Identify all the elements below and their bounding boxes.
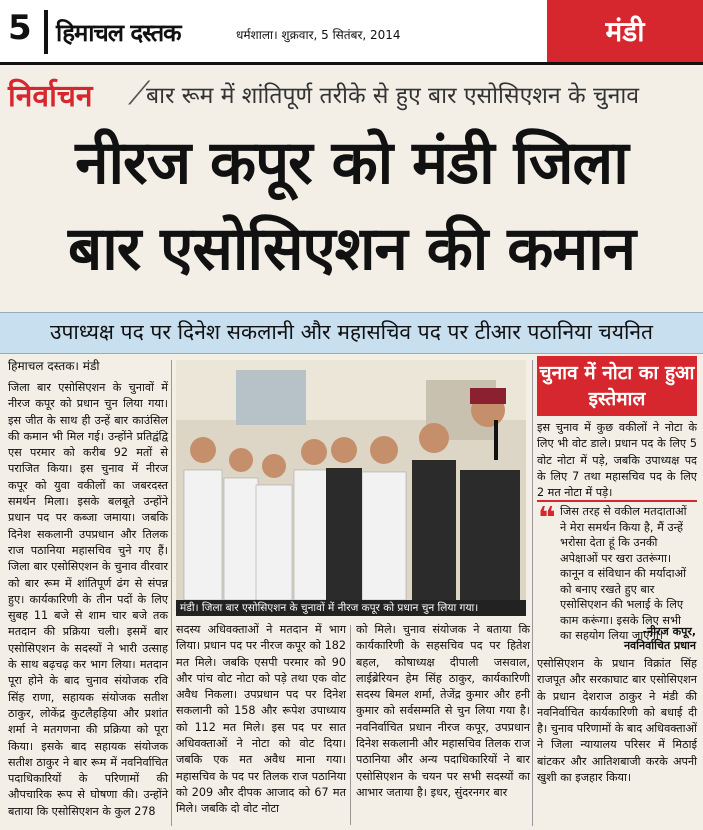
kicker-separator-icon: ⟋ bbox=[128, 74, 151, 112]
kicker-label: निर्वाचन bbox=[8, 79, 93, 114]
quote-text: जिस तरह से वकील मतदाताओं ने मेरा समर्थन किया है, मैं उन्हें भरोसा देता हूं कि उनकी अपेक्षाओं पर खरा उतरूंगा। कानून व संविधान की मर्यादाओं को बनाए रखते हुए बार एसोसिएशन की भलाई के लिए काम करूंगा। इसके लिए सभी का सहयोग लिया जाएगा। bbox=[560, 505, 687, 642]
kicker-text: बार रूम में शांतिपूर्ण तरीके से हुए बार एसोसिएशन के चुनाव bbox=[146, 83, 640, 109]
group-photo bbox=[176, 360, 526, 600]
nota-box-title: चुनाव में नोटा का हुआ इस्तेमाल bbox=[537, 356, 697, 416]
column-rule bbox=[350, 625, 351, 825]
headline-line-1: नीरज कपूर को मंडी जिला bbox=[75, 128, 628, 198]
byline: हिमाचल दस्तक। मंडी bbox=[8, 359, 100, 373]
dateline: धर्मशाला। शुक्रवार, 5 सितंबर, 2014 bbox=[236, 28, 401, 42]
headline-line-2: बार एसोसिएशन की कमान bbox=[67, 214, 636, 284]
article-column-3: को मिले। चुनाव संयोजक ने बताया कि कार्यकारिणी के सहसचिव पद पर हितेश बहल, कोषाध्यक्ष दीपाली जसवाल, लाईब्रेरियन हेम सिंह ठाकुर, कार्यकारिणी सदस्य बिमल शर्मा, तेजेंद्र कुमार और हनी कुमार को सर्वसम्मति से चुन लिया गया है। नवनिर्वाचित प्रधान नीरज कपूर, उपप्रधान दिनेश सकलानी और महासचिव तिलक राज पठानिया और अन्य पदाधिकारियों ने बार एसोसिएशन के चयन पर सभी सदस्यों का आभार जताया है। इधर, सुंदरनगर बार bbox=[356, 623, 530, 799]
column-rule bbox=[171, 360, 172, 826]
page-number: 5 bbox=[8, 8, 32, 48]
headline bbox=[0, 120, 703, 292]
newspaper-name: हिमाचल दस्तक bbox=[56, 18, 181, 47]
quote-author-name: -नीरज कपूर, bbox=[642, 625, 696, 638]
article-column-2: सदस्य अधिवक्ताओं ने मतदान में भाग लिया। प्रधान पद पर नीरज कपूर को 182 मत मिले। जबकि एसपी परमार को 90 और पांच वोट नोटा को पड़े तथा एक वोट अवैध निकला। उपप्रधान पद पर दिनेश सकलानी को 158 और रूपेश उपाध्याय को 112 मत मिले। इस पद पर सात अधिवक्ताओं ने नोटा को वोट दिया। जबकि एक मत अवैध माना गया। महासचिव के पद पर तिलक राज पठानिया को 209 और दीपक आजाद को 67 मत मिले। जबकि दो वोट नोटा bbox=[176, 623, 346, 816]
masthead-rule bbox=[0, 62, 703, 65]
quote-author bbox=[560, 625, 696, 653]
column-rule bbox=[532, 360, 533, 826]
photo-caption: मंडी। जिला बार एसोसिएशन के चुनावों में नीरज कपूर को प्रधान चुन लिया गया। bbox=[176, 600, 526, 616]
section-tab: मंडी bbox=[547, 0, 703, 62]
quote-author-title: नवनिर्वाचित प्रधान bbox=[623, 639, 696, 652]
masthead-divider bbox=[44, 10, 48, 54]
nota-box-text: इस चुनाव में कुछ वकीलों ने नोटा के लिए भी वोट डाले। प्रधान पद के लिए 5 वोट नोटा में पड़े, जबकि उपाध्यक्ष पद के लिए 7 तथा महासचिव पद के लिए 2 मत नोटा में पड़े। bbox=[537, 421, 697, 500]
quote-mark-icon: ❝ bbox=[538, 501, 556, 536]
article-column-1: जिला बार एसोसिएशन के चुनावों में नीरज कपूर को प्रधान चुन लिया गया। इस जीत के साथ ही उन्हें बार काउंसिल की कमान भी मिल गई। उन्होंने प्रतिद्वंद्वि एस परमार को करीब 92 मतों से पराजित किया। इस चुनाव में नीरज कपूर को युवा वकीलों का जबरदस्त समर्थन मिला। इसके बलबूते उन्होंने प्रधान पद पर कब्जा जमाया। जबकि दिनेश सकलानी उपप्रधान और तिलक राज पठानिया महासचिव चुने गए हैं। जिला बार एसोसिएशन के चुनाव वीरवार को बार रूम में शांतिपूर्ण ढंग से संपन्न हुए। कार्यकारिणी के तीन पदों के लिए सुबह 11 बजे से शाम चार बजे तक मतदान की प्रक्रिया चली। इसमें बार एसोसिएशन के सदस्यों ने भारी उत्साह के साथ बढ़चढ़ कर भाग लिया। मतदान पूरा होने के बाद चुनाव संयोजक रवि सिंह राणा, सहायक संयोजक सतीश ठाकुर, लोकेंद्र कुटलैहड़िया और प्रशांत शर्मा ने मतगणना की प्रक्रिया को पूरा किया। इसके बाद सहायक संयोजक सतीश ठाकुर ने बार रूम में नवनिर्वाचित पदाधिकारियों के परिणामों की औपचारिक रूप से घोषणा की। उन्होंने बताया कि एसोसिएशन के कुल 278 bbox=[8, 381, 168, 818]
subheadline: उपाध्यक्ष पद पर दिनेश सकलानी और महासचिव पद पर टीआर पठानिया चयनित bbox=[49, 320, 654, 344]
article-column-4: एसोसिएशन के प्रधान विक्रांत सिंह राजपूत और सरकाघाट बार एसोसिएशन के प्रधान देशराज ठाकुर ने मंडी की नवनिर्वाचित कार्यकारिणी को बधाई दी है। चुनाव परिणामों के बाद अधिवक्ताओं ने जिला न्यायालय परिसर में मिठाई बांटकर और आतिशबाजी करके अपनी खुशी का इजहार किया। bbox=[537, 657, 697, 785]
group-photo-illustration bbox=[176, 360, 526, 600]
